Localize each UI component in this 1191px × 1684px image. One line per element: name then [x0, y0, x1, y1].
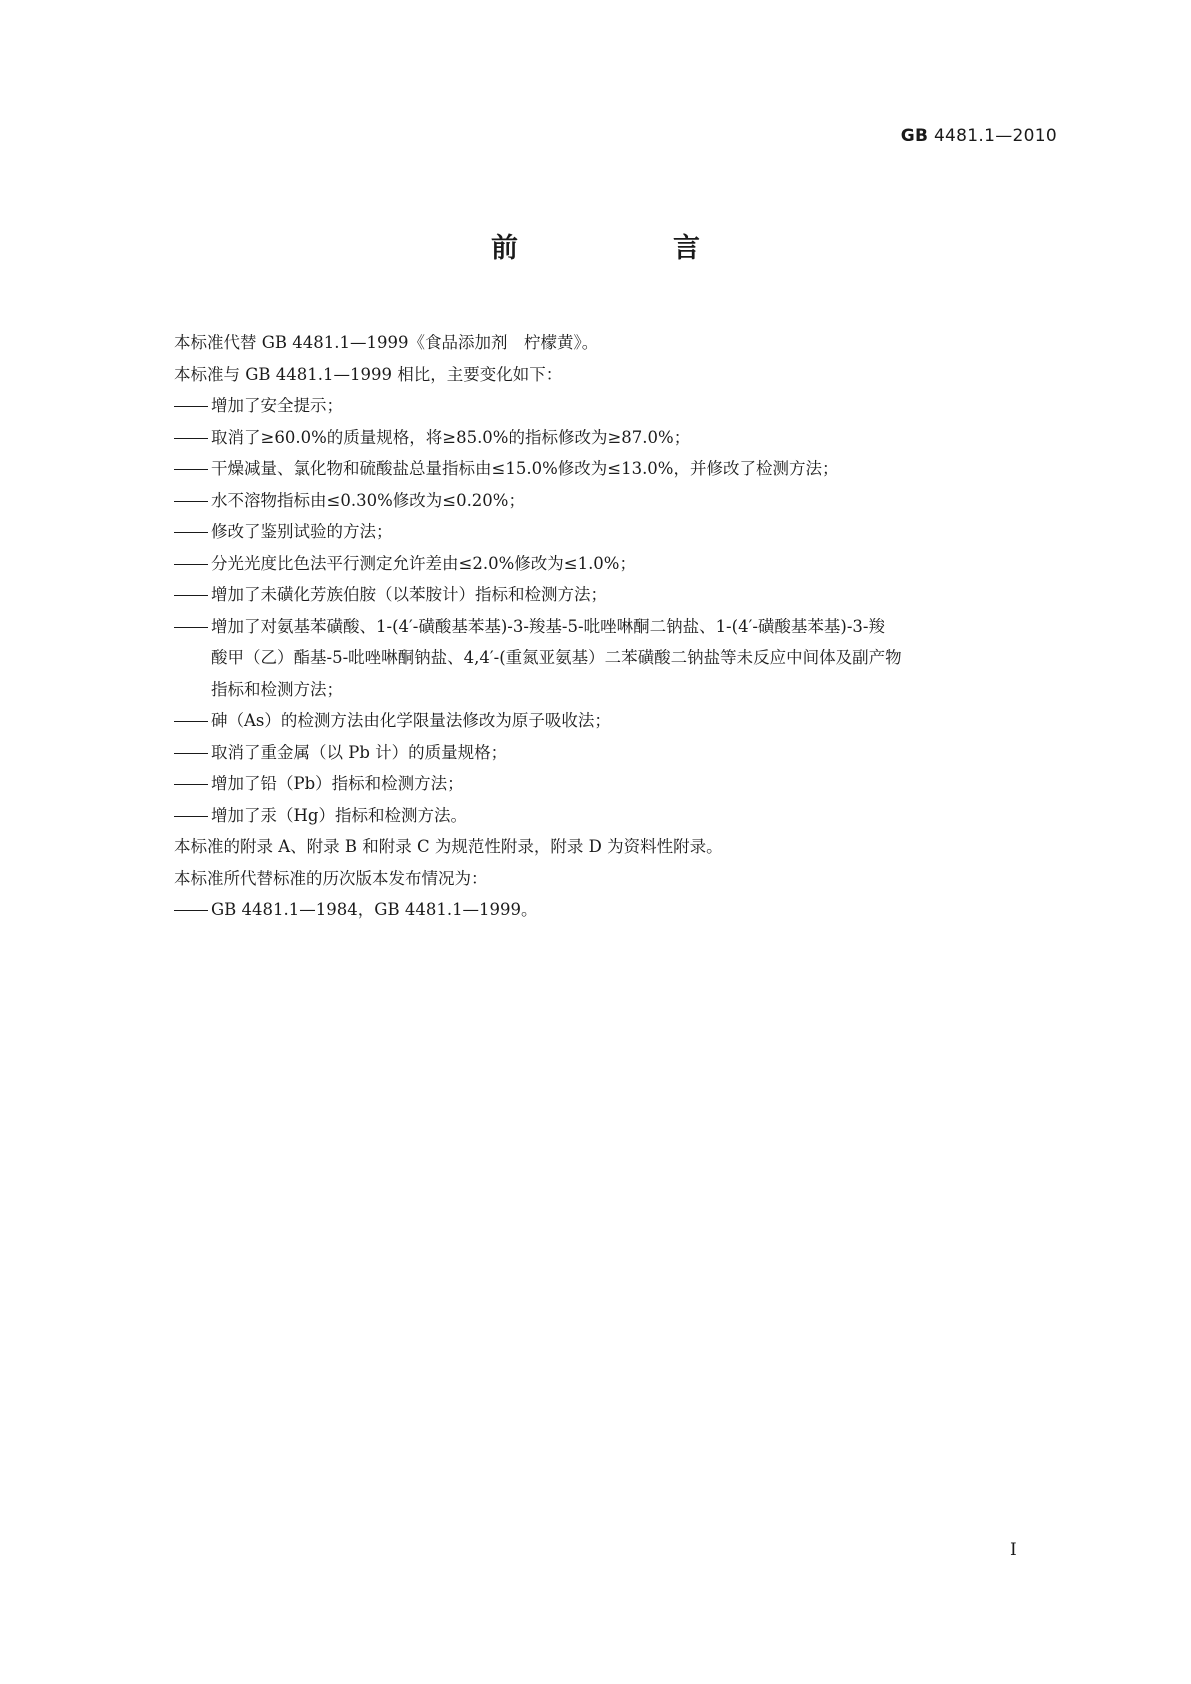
dash-marker [174, 422, 211, 454]
list-item-text: 取消了≥60.0%的质量规格，将≥85.0%的指标修改为≥87.0%； [211, 427, 691, 447]
dash-marker [174, 390, 211, 422]
paragraph-replacement: 本标准代替 GB 4481.1—1999《食品添加剂 柠檬黄》。 [174, 333, 599, 352]
dash-marker [174, 737, 211, 769]
list-item-text: 修改了鉴别试验的方法； [211, 522, 393, 541]
foreword-body [174, 327, 1054, 926]
list-item-history [174, 894, 1054, 926]
list-item-change [174, 485, 1054, 517]
list-item-change [174, 737, 1054, 769]
standard-prefix: GB [900, 126, 929, 146]
list-item-change [174, 768, 1054, 800]
list-item-text: 增加了对氨基苯磺酸、1-(4′-磺酸基苯基)-3-羧基-5-吡唑啉酮二钠盐、1-(4′-磺酸基苯基)-3-羧 [211, 616, 885, 636]
dash-marker [174, 894, 211, 926]
list-item-change [174, 800, 1054, 832]
list-item-continuation: 指标和检测方法； [211, 679, 343, 699]
dash-marker [174, 611, 211, 643]
list-item-text: 分光光度比色法平行测定允许差由≤2.0%修改为≤1.0%； [211, 553, 636, 573]
list-item-change [174, 548, 1054, 580]
dash-marker [174, 705, 211, 737]
list-item-text: 水不溶物指标由≤0.30%修改为≤0.20%； [211, 490, 525, 510]
list-item-change [174, 453, 1054, 485]
list-item-continuation: 酸甲（乙）酯基-5-吡唑啉酮钠盐、4,4′-(重氮亚氨基）二苯磺酸二钠盐等未反应中间体及副产物 [211, 648, 902, 667]
page-title: 前 言 [491, 233, 764, 264]
dash-marker [174, 800, 211, 832]
list-item-change [174, 705, 1054, 737]
list-item-change [174, 516, 1054, 548]
dash-marker [174, 516, 211, 548]
dash-marker [174, 548, 211, 580]
list-item-change-intermediates [174, 611, 1054, 643]
list-item-text: GB 4481.1—1984，GB 4481.1—1999。 [211, 900, 538, 919]
dash-marker [174, 453, 211, 485]
standard-number: 4481.1—2010 [933, 126, 1057, 146]
standard-code [901, 126, 1057, 146]
paragraph-main-changes: 本标准与 GB 4481.1—1999 相比，主要变化如下： [174, 364, 563, 384]
dash-marker [174, 768, 211, 800]
list-item-text: 砷（As）的检测方法由化学限量法修改为原子吸收法； [211, 711, 611, 730]
paragraph-history-intro: 本标准所代替标准的历次版本发布情况为： [174, 868, 488, 888]
list-item-text: 增加了铅（Pb）指标和检测方法； [211, 774, 464, 793]
page-number: I [1010, 1540, 1017, 1560]
dash-marker [174, 579, 211, 611]
list-item-change [174, 422, 1054, 454]
list-item-text: 干燥减量、氯化物和硫酸盐总量指标由≤15.0%修改为≤13.0%，并修改了检测方法； [211, 459, 839, 478]
list-item-change [174, 390, 1054, 422]
list-item-text: 增加了安全提示； [211, 396, 343, 415]
list-item-text: 增加了汞（Hg）指标和检测方法。 [211, 805, 467, 825]
dash-marker [174, 485, 211, 517]
list-item-text: 取消了重金属（以 Pb 计）的质量规格； [211, 742, 508, 762]
paragraph-annexes: 本标准的附录 A、附录 B 和附录 C 为规范性附录，附录 D 为资料性附录。 [174, 837, 723, 856]
list-item-text: 增加了未磺化芳族伯胺（以苯胺计）指标和检测方法； [211, 585, 607, 604]
list-item-change [174, 579, 1054, 611]
